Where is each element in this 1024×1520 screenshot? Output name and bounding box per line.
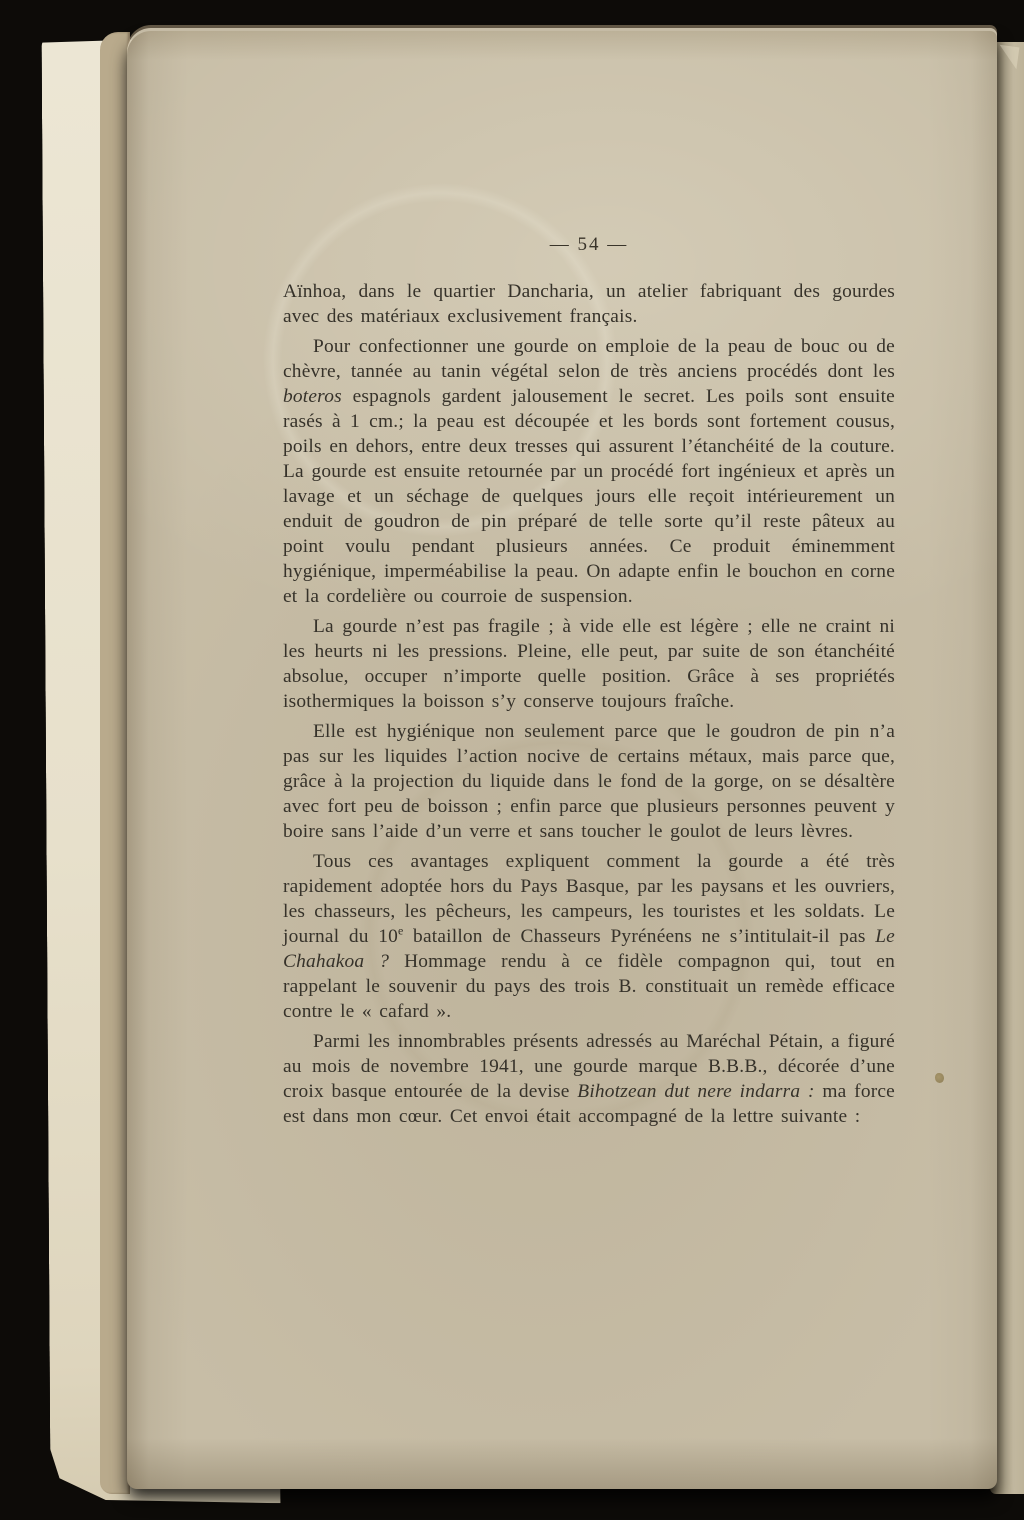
- text-run: ma force est dans mon cœur. Cet envoi était accompagné de la lettre suivante :: [283, 1081, 895, 1127]
- italic-text-run: boteros: [283, 386, 342, 407]
- paragraph: [283, 279, 895, 329]
- superscript-run: e: [397, 923, 404, 938]
- text-run: bataillon de Chasseurs Pyrénéens ne s’intitulait-il pas: [403, 926, 876, 947]
- page-stack-edges: [100, 32, 130, 1494]
- page-corner-fold: [997, 45, 1020, 70]
- text-run: Elle est hygiénique non seulement parce que le goudron de pin n’a pas sur les liquides l’action nocive de certains métaux, mais parce que, grâce à la projection du liquide dans le fond de la gorge, on se désaltère avec fort peu de boisson ; enfin parce que plusieurs personnes peuvent y boire sans l’aide d’un verre et sans toucher le goulot de leurs lèvres.: [283, 721, 895, 842]
- page-number: — 54 —: [549, 234, 629, 255]
- text-block: [283, 279, 895, 1134]
- paragraph: [283, 614, 895, 714]
- italic-text-run: Bihotzean dut nere indarra :: [577, 1081, 815, 1102]
- italic-text-run: Le Chahakoa ?: [283, 926, 895, 972]
- paragraph: [283, 334, 895, 609]
- text-run: Hommage rendu à ce fidèle compagnon qui, tout en rappelant le souvenir du pays des trois B. constituait un remède efficace contre le « cafard ».: [283, 951, 895, 1022]
- text-run: La gourde n’est pas fragile ; à vide elle est légère ; elle ne craint ni les heurts ni les pressions. Pleine, elle peut, par suite de son étanchéité absolue, occuper n’importe quelle position. Grâce à ses propriétés isothermiques la boisson s’y conserve toujours fraîche.: [283, 616, 895, 712]
- text-run: Parmi les innombrables présents adressés au Maréchal Pétain, a figuré au mois de novembre 1941, une gourde marque B.B.B., décorée d’une croix basque entourée de la devise: [283, 1031, 895, 1102]
- paragraph: [283, 849, 895, 1024]
- paragraph: [283, 719, 895, 844]
- book-page: [127, 31, 997, 1489]
- text-run: espagnols gardent jalousement le secret. Les poils sont ensuite rasés à 1 cm.; la peau est découpée et les bords sont fortement cousus, poils en dehors, entre deux tresses qui assurent l’étanchéité de la couture. La gourde est ensuite retournée par un procédé fort ingénieux et après un lavage et un séchage de quelques jours elle reçoit intérieurement un enduit de goudron de pin préparé de telle sorte qu’il reste pâteux au point voulu pendant plusieurs années. Ce produit éminemment hygiénique, imperméabilise la peau. On adapte enfin le bouchon en corne et la cordelière ou courroie de suspension.: [283, 386, 895, 607]
- text-run: Aïnhoa, dans le quartier Dancharia, un atelier fabriquant des gourdes avec des matériaux exclusivement français.: [283, 281, 895, 327]
- text-run: Pour confectionner une gourde on emploie de la peau de bouc ou de chèvre, tannée au tanin végétal selon de très anciens procédés dont les: [283, 336, 895, 382]
- text-run: Tous ces avantages expliquent comment la gourde a été très rapidement adoptée hors du Pays Basque, par les paysans et les ouvriers, les chasseurs, les pêcheurs, les campeurs, les touristes et les soldats. Le journal du 10: [283, 851, 895, 947]
- paragraph: [283, 1029, 895, 1129]
- foxing-spot: [935, 1073, 944, 1083]
